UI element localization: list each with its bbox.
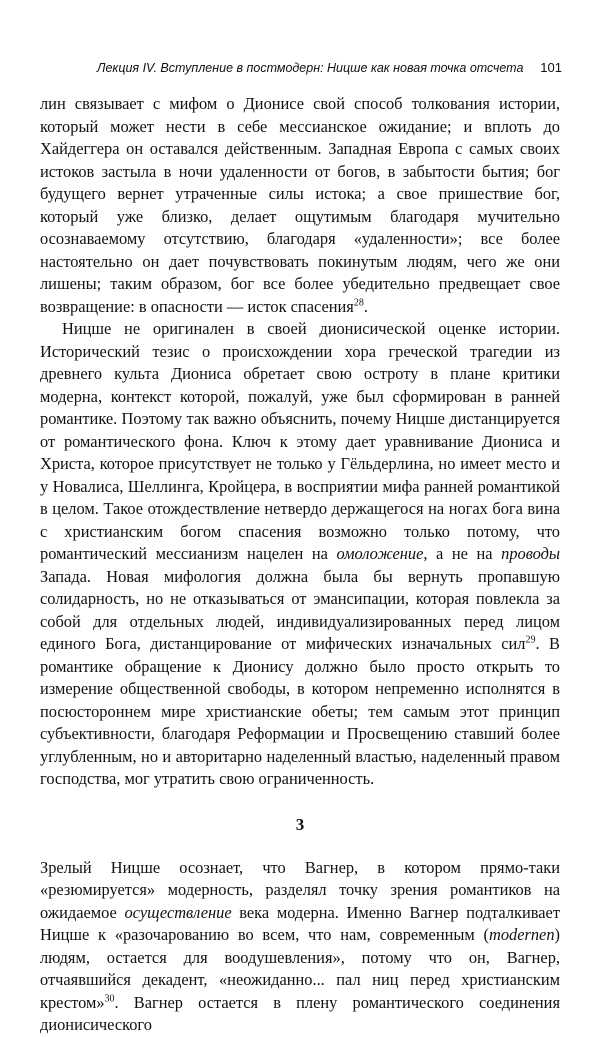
page-header — [40, 60, 562, 75]
emphasis-provody: проводы — [501, 544, 561, 563]
page-number: 101 — [540, 60, 562, 75]
paragraph-3-part-1: Зрелый Ницше осознает, что Вагнер, в котором прямо-таки «резюмируется» модерность, разделял точку зрения романтиков на ожидаемое — [40, 857, 560, 922]
paragraph-2 — [40, 318, 560, 791]
emphasis-omolozhenie: омоложение — [336, 544, 424, 563]
paragraph-2-part-2: , а не на — [423, 544, 502, 563]
emphasis-modernen: modernen — [488, 925, 555, 944]
paragraph-3-part-4: . Вагнер остается в плену романтического соединения дионисического — [40, 992, 560, 1034]
paragraph-3-part-3: ) людям, остается для воодушевления», потому что он, Вагнер, отчаявшийся декадент, «неожиданно... пал ниц перед христианским крестом» — [40, 925, 560, 1012]
paragraph-2-part-3: Запада. Новая мифология должна была бы вернуть пропавшую солидарность, но не отказываться от эмансипации, которая повлекла за собой для отдельных людей, индивидуализированных перед лицом единого Бога, дистанцирование от мифических изначальных сил — [40, 566, 560, 653]
page-body — [40, 93, 560, 1037]
paragraph-2-part-4: . В романтике обращение к Дионису должно было просто открыть то измерение общественной свободы, в котором непременно исполнятся в посюстороннем мире христианские обеты; тем самым этот принцип субъективности, благодаря Реформации и Просвещению ставший более углубленным, но и авторитарно наделенный властью, наделенный правом господства, мог утратить свою ограниченность. — [40, 634, 560, 788]
footnote-ref-28: 28 — [353, 297, 364, 309]
footnote-ref-30: 30 — [104, 993, 115, 1005]
emphasis-osushchestvlenie: осуществление — [124, 902, 232, 922]
paragraph-1-end: . — [363, 296, 368, 316]
paragraph-1-text: лин связывает с мифом о Дионисе свой способ толкования истории, который может нести в себе мессианское ожидание; и вплоть до Хайдеггера он оставался действенным. Западная Европа с самых своих истоков застыла в ночи удаленности от богов, в забытости бытия; бог будущего вернет утраченные силы истока; а свое пришествие бог, который уже близко, делает ощутимым благодаря мучительно осознаваемому отсутствию, благодаря «удаленности»; все более настоятельно он дает почувствовать покинутым людям, чего же они лишены; таким образом, бог все более убедительно предвещает свое возвращение: в опасности — исток спасения — [40, 94, 560, 316]
paragraph-1 — [40, 93, 560, 318]
paragraph-3-part-2: века модерна. Именно Вагнер подталкивает Ницше к «разочарованию во всем, что нам, современным ( — [40, 902, 560, 944]
paragraph-3 — [40, 857, 560, 1037]
paragraph-2-part-1: Ницше не оригинален в своей дионисической оценке истории. Исторический тезис о происхождении хора греческой трагедии из древнего культа Диониса обретает свою остроту в плане критики модерна, контекст которой, пожалуй, уже был сформирован в ранней романтике. Поэтому так важно объяснить, почему Ницше дистанцируется от романтического фона. Ключ к этому дает уравнивание Диониса и Христа, которое присутствует не только у Гёльдерлина, но имеет место и у Новалиса, Шеллинга, Кройцера, в восприятии мифа ранней романтикой в целом. Такое отождествление нетвердо держащегося на ногах бога вина с христианским богом спасения возможно только потому, что романтический мессианизм нацелен на — [40, 319, 560, 563]
footnote-ref-29: 29 — [525, 634, 536, 646]
running-head: Лекция IV. Вступление в постмодерн: Ницше как новая точка отсчета — [96, 61, 524, 75]
section-number: 3 — [295, 814, 305, 834]
